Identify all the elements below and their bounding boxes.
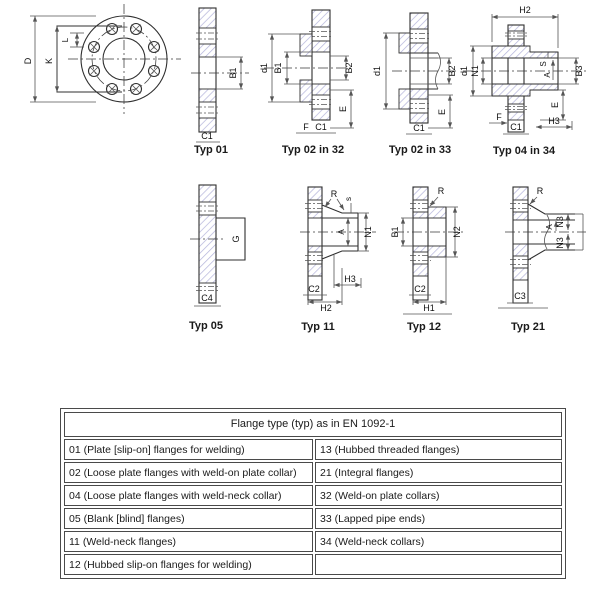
label-r: R [437,186,445,196]
table-cell-13: 13 (Hubbed threaded flanges) [315,439,562,460]
caption-typ05: Typ 05 [188,320,224,332]
diagram-front-view [23,4,181,114]
label-n3-lower: N3 [555,237,565,249]
label-c3: C3 [514,291,526,301]
diagram-typ01 [191,8,249,142]
diagram-typ02-in-33 [372,13,458,134]
diagram-typ04-in-34 [459,5,588,134]
diagram-typ05 [190,185,245,306]
table-cell-04: 04 (Loose plate flanges with weld-neck collar) [64,485,313,506]
caption-typ01: Typ 01 [193,144,229,156]
caption-typ02-in-32: Typ 02 in 32 [281,144,345,156]
table-cell-02: 02 (Loose plate flanges with weld-on plate collar) [64,462,313,483]
table-cell-01: 01 (Plate [slip-on] flanges for welding) [64,439,313,460]
flange-type-table [60,408,566,579]
label-g: G [231,235,241,243]
label-h2: H2 [320,303,332,313]
table-cell-11: 11 (Weld-neck flanges) [64,531,313,552]
label-b1: B1 [228,67,238,79]
label-c4: C4 [201,293,213,303]
label-n2: N2 [452,226,462,238]
label-n3-upper: N3 [555,216,565,228]
label-h1: H1 [423,303,435,313]
label-a: A [337,229,346,235]
label-s: s [344,197,353,201]
diagram-typ12 [390,186,464,314]
diagram-typ21 [498,186,586,308]
label-b2: B2 [344,62,354,74]
label-h2: H2 [519,5,531,15]
label-h3: H3 [548,116,560,126]
table-row [63,507,563,530]
caption-typ21: Typ 21 [510,321,546,333]
table-row [63,530,563,553]
label-b1: B1 [273,62,283,74]
label-a: A [543,72,552,78]
label-b3: B3 [574,65,584,77]
label-d: D [23,57,33,65]
table-cell-33: 33 (Lapped pipe ends) [315,508,562,529]
label-r: R [330,189,338,199]
label-k: K [44,57,54,65]
label-h3: H3 [344,274,356,284]
caption-typ02-in-33: Typ 02 in 33 [388,144,452,156]
label-e: E [338,105,348,113]
diagram-typ11 [300,187,376,313]
table-cell-21: 21 (Integral flanges) [315,462,562,483]
label-b1: B1 [390,226,400,238]
label-r: R [536,186,544,196]
table-row [63,553,563,576]
label-d1: d1 [459,65,469,77]
diagram-typ02-in-32 [259,10,354,133]
table-row [63,438,563,461]
table-cell-empty [315,554,562,575]
label-c1: C1 [510,122,522,132]
table-cell-12: 12 (Hubbed slip-on flanges for welding) [64,554,313,575]
table-row [63,461,563,484]
table-cell-34: 34 (Weld-neck collars) [315,531,562,552]
caption-typ04-in-34: Typ 04 in 34 [492,145,556,157]
label-d1: d1 [372,65,382,77]
table-title: Flange type (typ) as in EN 1092-1 [64,412,562,437]
label-n1: N1 [363,226,373,238]
label-l: L [61,37,70,43]
label-c2: C2 [308,284,320,294]
label-c1: C1 [315,122,327,132]
table-cell-32: 32 (Weld-on plate collars) [315,485,562,506]
caption-typ12: Typ 12 [406,321,442,333]
label-d1: d1 [259,62,269,74]
table-row [63,484,563,507]
label-c1: C1 [201,131,213,141]
label-c2: C2 [414,284,426,294]
label-e: E [437,108,447,116]
label-e: E [550,101,560,109]
label-n1: N1 [470,65,480,77]
caption-typ11: Typ 11 [301,321,335,333]
label-f: F [303,122,309,132]
label-b2: B2 [447,65,457,77]
table-cell-05: 05 (Blank [blind] flanges) [64,508,313,529]
label-f: F [496,112,502,122]
label-c1: C1 [413,123,425,133]
label-s: S [539,61,548,67]
label-a: A [545,224,554,230]
